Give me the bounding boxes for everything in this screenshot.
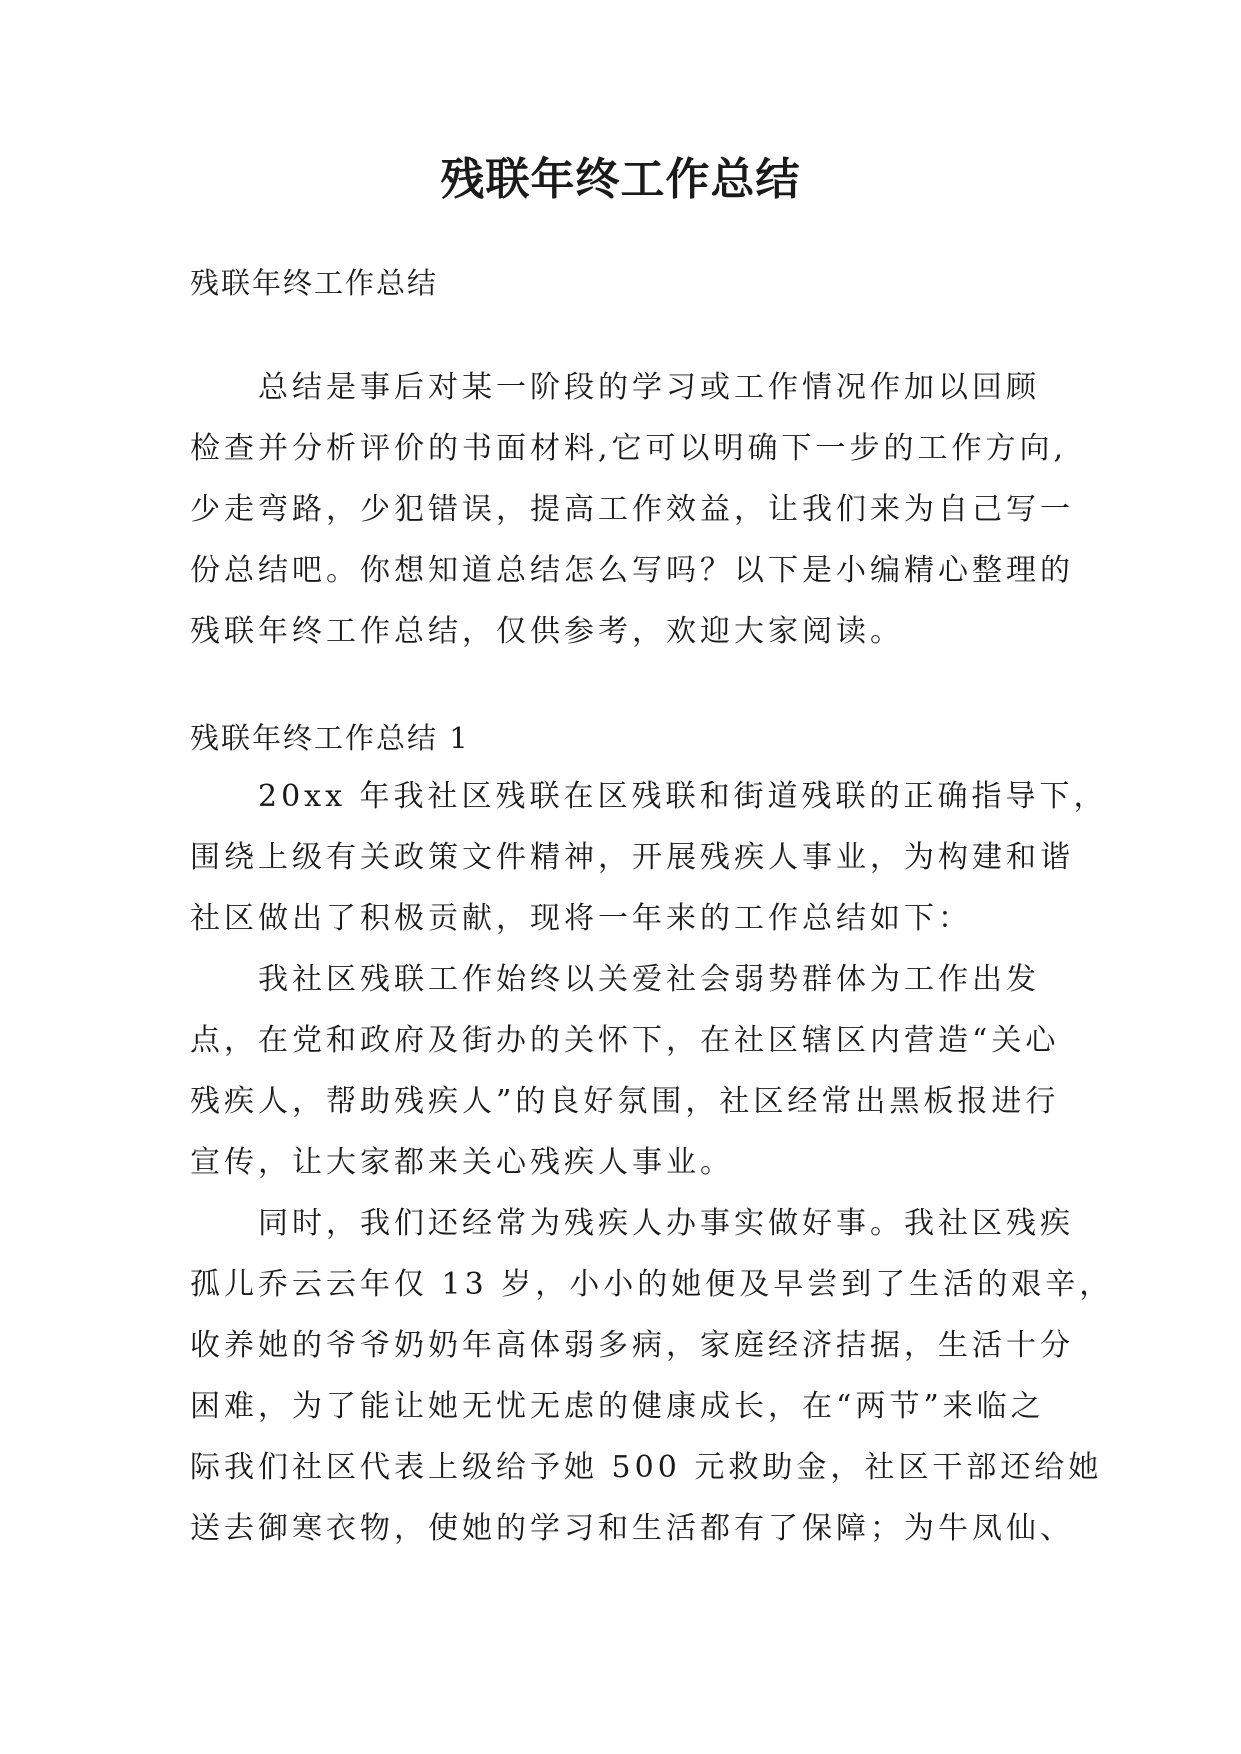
section-heading: 残联年终工作总结 1: [190, 721, 470, 755]
intro-line: 残联年终工作总结，仅供参考，欢迎大家阅读。: [190, 614, 904, 649]
paragraph-line: 点，在党和政府及街办的关怀下，在社区辖区内营造“关心: [190, 1023, 1060, 1058]
paragraph-line: 社区做出了积极贡献，现将一年来的工作总结如下：: [190, 901, 972, 936]
paragraph-line: 残疾人，帮助残疾人”的良好氛围，社区经常出黑板报进行: [190, 1084, 1060, 1119]
intro-paragraph: [190, 357, 1074, 662]
section1-paragraph-3: [190, 1193, 1114, 1559]
intro-line: 总结是事后对某一阶段的学习或工作情况作加以回顾: [258, 370, 1040, 405]
section1-paragraph-1: [190, 766, 1108, 949]
paragraph-line: 围绕上级有关政策文件精神，开展残疾人事业，为构建和谐: [190, 840, 1074, 875]
paragraph-line: 际我们社区代表上级给予她 500 元救助金，社区干部还给她: [190, 1450, 1103, 1485]
document-subtitle: 残联年终工作总结: [190, 266, 439, 300]
paragraph-line: 困难，为了能让她无忧无虑的健康成长，在“两节”来临之: [190, 1389, 1045, 1424]
intro-line: 份总结吧。你想知道总结怎么写吗？以下是小编精心整理的: [190, 553, 1074, 588]
paragraph-line: 送去御寒衣物，使她的学习和生活都有了保障；为牛凤仙、: [190, 1511, 1074, 1546]
paragraph-line: 我社区残联工作始终以关爱社会弱势群体为工作出发: [258, 962, 1040, 997]
intro-line: 少走弯路，少犯错误，提高工作效益，让我们来为自己写一: [190, 492, 1074, 527]
document-title: 残联年终工作总结: [440, 154, 801, 205]
paragraph-line: 收养她的爷爷奶奶年高体弱多病，家庭经济拮据，生活十分: [190, 1328, 1074, 1363]
paragraph-line: 孤儿乔云云年仅 13 岁，小小的她便及早尝到了生活的艰辛，: [190, 1267, 1114, 1302]
paragraph-line: 20xx 年我社区残联在区残联和街道残联的正确指导下，: [258, 779, 1108, 814]
intro-line: 检查并分析评价的书面材料,它可以明确下一步的工作方向,: [190, 431, 1068, 466]
paragraph-line: 同时，我们还经常为残疾人办事实做好事。我社区残疾: [258, 1206, 1074, 1241]
paragraph-line: 宣传，让大家都来关心残疾人事业。: [190, 1145, 734, 1180]
section1-paragraph-2: [190, 949, 1060, 1193]
